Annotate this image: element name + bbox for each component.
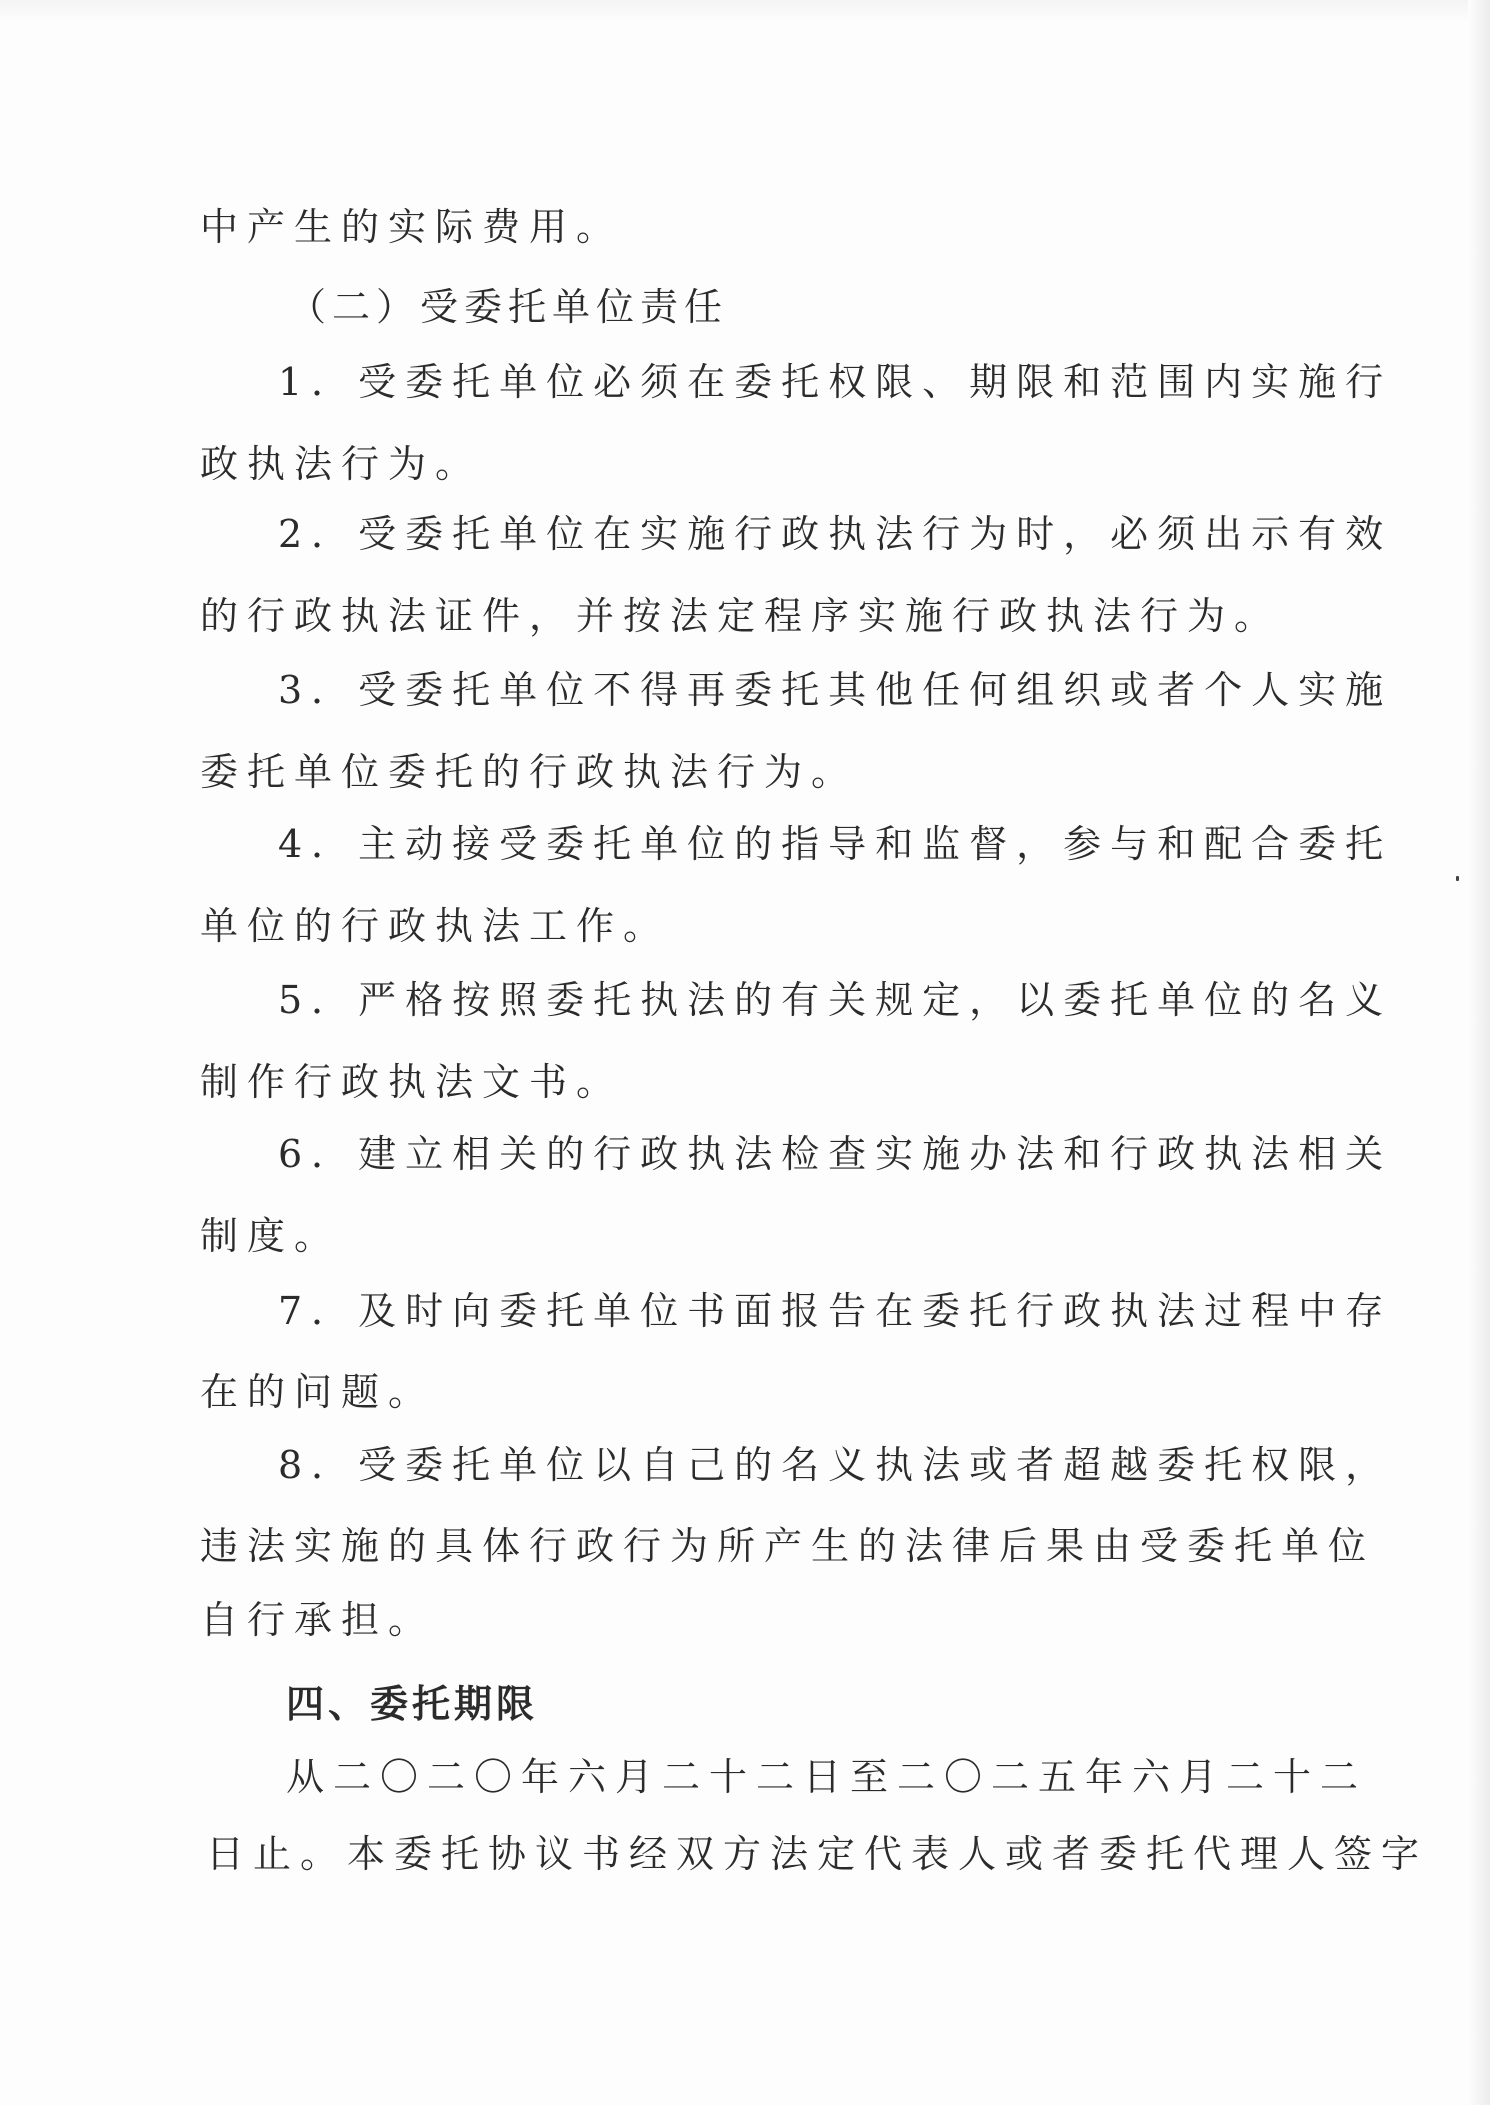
paragraph-line: 的行政执法证件，并按法定程序实施行政执法行为。 — [200, 594, 1282, 638]
paragraph-line: 7．及时向委托单位书面报告在委托行政执法过程中存 — [278, 1289, 1393, 1333]
section-subheading: （二）受委托单位责任 — [288, 285, 729, 329]
paragraph-line: 自行承担。 — [200, 1598, 436, 1642]
paragraph-line: 3．受委托单位不得再委托其他任何组织或者个人实施 — [278, 668, 1393, 712]
paragraph-line: 中产生的实际费用。 — [200, 205, 624, 249]
paragraph-line: 5．严格按照委托执法的有关规定，以委托单位的名义 — [278, 978, 1393, 1022]
paragraph-line: 制度。 — [200, 1214, 342, 1258]
paragraph-line: 4．主动接受委托单位的指导和监督，参与和配合委托 — [278, 822, 1393, 866]
paragraph-line: 委托单位委托的行政执法行为。 — [200, 750, 859, 794]
section-heading: 四、委托期限 — [286, 1682, 539, 1726]
paragraph-line: 制作行政执法文书。 — [200, 1060, 624, 1104]
paragraph-line: 单位的行政执法工作。 — [200, 904, 671, 948]
paragraph-line: 8．受委托单位以自己的名义执法或者超越委托权限， — [278, 1443, 1393, 1487]
scan-speck — [1456, 876, 1459, 881]
paragraph-line: 日止。本委托协议书经双方法定代表人或者委托代理人签字 — [206, 1832, 1429, 1876]
paragraph-line: 6．建立相关的行政执法检查实施办法和行政执法相关 — [278, 1132, 1393, 1176]
paragraph-line: 1．受委托单位必须在委托权限、期限和范围内实施行 — [278, 360, 1393, 404]
paragraph-line: 从二〇二〇年六月二十二日至二〇二五年六月二十二 — [286, 1755, 1368, 1799]
paragraph-line: 政执法行为。 — [200, 442, 483, 486]
paragraph-line: 违法实施的具体行政行为所产生的法律后果由受委托单位 — [200, 1524, 1376, 1568]
paragraph-line: 在的问题。 — [200, 1370, 436, 1414]
paragraph-line: 2．受委托单位在实施行政执法行为时，必须出示有效 — [278, 512, 1393, 556]
scan-edge-top — [0, 0, 1490, 22]
scan-edge-right — [1468, 0, 1490, 2105]
